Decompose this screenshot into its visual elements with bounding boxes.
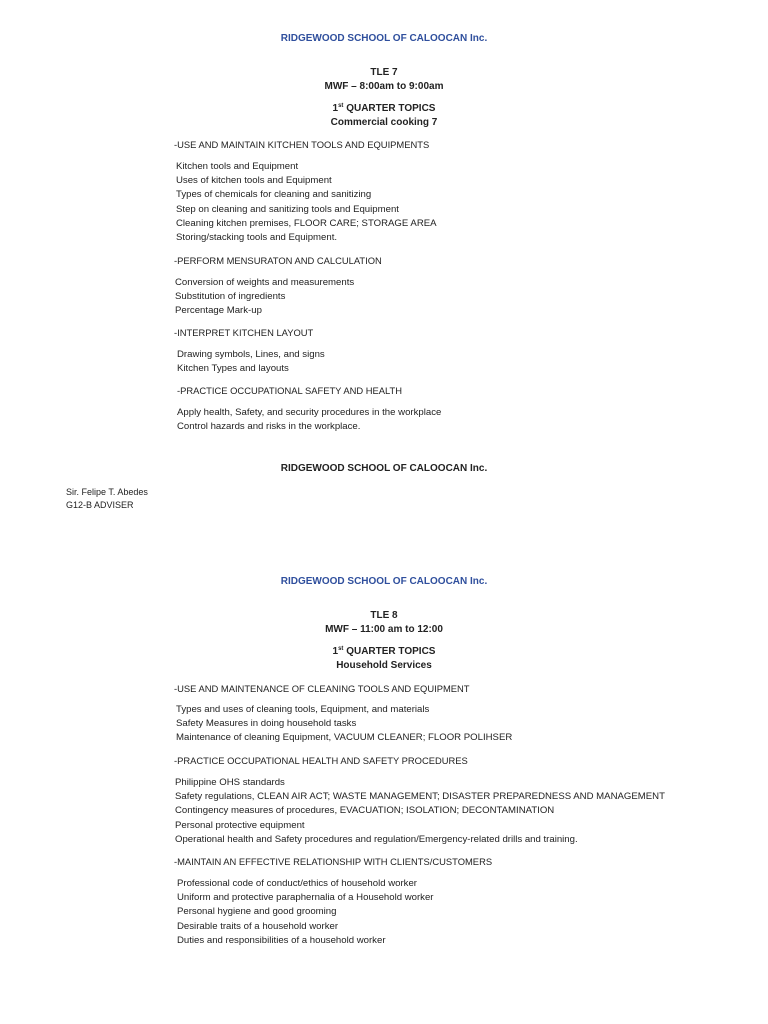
quarter-number: 1 bbox=[332, 103, 339, 114]
course-schedule-2: MWF – 11:00 am to 12:00 bbox=[325, 624, 443, 635]
list-item: Operational health and Safety procedures and regulation/Emergency-related drills and training. bbox=[175, 833, 578, 845]
list-item: Personal protective equipment bbox=[175, 819, 305, 831]
topic-list bbox=[177, 348, 325, 376]
topic-heading: -MAINTAIN AN EFFECTIVE RELATIONSHIP WITH CLIENTS/CUSTOMERS bbox=[174, 856, 493, 867]
topic-heading: -PRACTICE OCCUPATIONAL HEALTH AND SAFETY PROCEDURES bbox=[174, 755, 468, 766]
list-item: Storing/stacking tools and Equipment. bbox=[176, 231, 338, 243]
topic-list bbox=[176, 160, 437, 245]
topic-heading: -INTERPRET KITCHEN LAYOUT bbox=[174, 327, 314, 338]
topic-list bbox=[177, 877, 434, 948]
list-item: Control hazards and risks in the workplace. bbox=[177, 421, 361, 433]
topic-list bbox=[175, 276, 354, 319]
topic-heading: -PERFORM MENSURATON AND CALCULATION bbox=[174, 255, 382, 266]
list-item: Contingency measures of procedures, EVACUATION; ISOLATION; DECONTAMINATION bbox=[175, 805, 555, 817]
topic-list bbox=[175, 776, 665, 847]
quarter-ordinal: st bbox=[338, 646, 344, 652]
list-item: Uses of kitchen tools and Equipment bbox=[176, 175, 332, 187]
list-item: Kitchen tools and Equipment bbox=[176, 161, 299, 172]
list-item: Substitution of ingredients bbox=[175, 291, 286, 303]
list-item: Step on cleaning and sanitizing tools and Equipment bbox=[176, 203, 399, 215]
subject-name-1: Commercial cooking 7 bbox=[330, 117, 438, 128]
list-item: Desirable traits of a household worker bbox=[177, 920, 339, 932]
list-item: Philippine OHS standards bbox=[175, 777, 285, 788]
quarter-topics-1 bbox=[0, 102, 768, 116]
topic-list bbox=[176, 703, 512, 746]
topic-list bbox=[177, 406, 441, 434]
list-item: Percentage Mark-up bbox=[175, 305, 262, 317]
list-item: Drawing symbols, Lines, and signs bbox=[177, 349, 325, 360]
list-item: Professional code of conduct/ethics of household worker bbox=[177, 878, 417, 889]
school-name-footer: RIDGEWOOD SCHOOL OF CALOOCAN Inc. bbox=[280, 463, 488, 474]
list-item: Personal hygiene and good grooming bbox=[177, 906, 337, 918]
signatory-name: Sir. Felipe T. Abedes bbox=[66, 487, 148, 497]
list-item: Safety Measures in doing household tasks bbox=[176, 718, 357, 730]
topic-heading: -USE AND MAINTAIN KITCHEN TOOLS AND EQUIPMENTS bbox=[174, 139, 430, 150]
school-name-header-1: RIDGEWOOD SCHOOL OF CALOOCAN Inc. bbox=[280, 33, 488, 44]
list-item: Uniform and protective paraphernalia of a Household worker bbox=[177, 892, 434, 904]
course-schedule-1: MWF – 8:00am to 9:00am bbox=[324, 81, 444, 92]
subject-name-2: Household Services bbox=[336, 660, 432, 671]
topic-heading: -USE AND MAINTENANCE OF CLEANING TOOLS AND EQUIPMENT bbox=[174, 683, 470, 694]
list-item: Maintenance of cleaning Equipment, VACUUM CLEANER; FLOOR POLIHSER bbox=[176, 732, 513, 744]
list-item: Kitchen Types and layouts bbox=[177, 363, 289, 375]
quarter-number: 1 bbox=[332, 646, 339, 657]
course-title-1: TLE 7 bbox=[370, 67, 398, 78]
school-name-header-2: RIDGEWOOD SCHOOL OF CALOOCAN Inc. bbox=[280, 576, 488, 587]
quarter-label: QUARTER TOPICS bbox=[343, 103, 436, 114]
list-item: Types and uses of cleaning tools, Equipment, and materials bbox=[176, 704, 430, 715]
list-item: Duties and responsibilities of a household worker bbox=[177, 934, 386, 946]
signature-block bbox=[66, 486, 148, 511]
signatory-role: G12-B ADVISER bbox=[66, 499, 134, 510]
list-item: Safety regulations, CLEAN AIR ACT; WASTE MANAGEMENT; DISASTER PREPAREDNESS AND MANAGEMENT bbox=[175, 791, 665, 803]
list-item: Types of chemicals for cleaning and sanitizing bbox=[176, 189, 372, 201]
topic-heading: -PRACTICE OCCUPATIONAL SAFETY AND HEALTH bbox=[177, 385, 403, 396]
list-item: Conversion of weights and measurements bbox=[175, 277, 355, 288]
quarter-topics-2 bbox=[0, 645, 768, 659]
course-title-2: TLE 8 bbox=[370, 610, 398, 621]
quarter-ordinal: st bbox=[338, 103, 344, 109]
quarter-label: QUARTER TOPICS bbox=[343, 646, 436, 657]
list-item: Cleaning kitchen premises, FLOOR CARE; STORAGE AREA bbox=[176, 217, 437, 229]
list-item: Apply health, Safety, and security procedures in the workplace bbox=[177, 407, 442, 418]
